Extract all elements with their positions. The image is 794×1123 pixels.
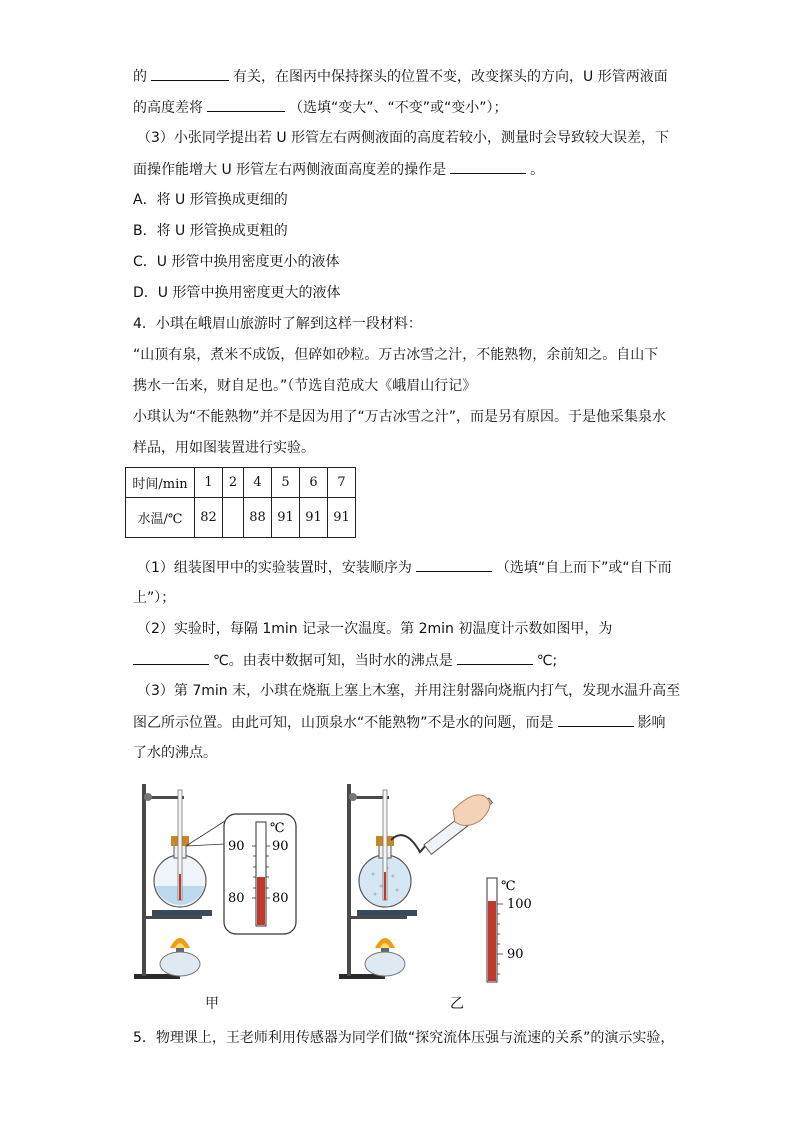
sub-question-2-cont [133,650,557,671]
table-cell[interactable] [223,498,244,538]
quote-line-1: “山顶有泉，煮米不成饭，但碎如砂粒。万古冰雪之汁，不能熟物，余前知之。自山下 [133,347,659,363]
unit-label: ℃ [270,821,285,836]
wire-gauze [152,910,212,916]
text: （2）实验时，每隔 1min 记录一次温度。第 2min 初温度计示数如图甲，为 [137,621,613,637]
question-4-title: 4．小琪在峨眉山旅游时了解到这样一段材料： [133,316,422,332]
table-cell: 91 [328,498,356,538]
table-header-cell: 水温/℃ [126,498,195,538]
table-cell: 6 [300,468,328,498]
text: 面操作能增大 U 形管左右两侧液面高度差的操作是 [133,162,447,178]
scale-ticks [497,904,503,974]
text: ℃; [536,653,558,669]
clamp-knob [349,793,357,801]
question-5-title: 5．物理课上，王老师利用传感器为同学们做“探究流体压强与流速的关系”的演示实验， [133,1030,675,1046]
text: 图乙所示位置。由此可知，山顶泉水“不能熟物”不是水的问题，而是 [133,715,554,731]
tick-label: 90 [507,947,524,962]
figure-jia-caption: 甲 [205,996,219,1012]
sub-question-3-cont [133,712,666,733]
text: 有关，在图丙中保持探头的位置不变，改变探头的方向，U 形管两液面 [233,69,668,85]
table-header-cell: 时间/min [126,468,195,498]
table-cell: 4 [244,468,272,498]
callout-line [186,821,225,846]
rubber-tube [391,835,427,852]
unit-label: ℃ [501,879,516,894]
hand-icon [453,795,490,826]
stand-rod [347,784,351,976]
callout-line [186,844,225,846]
tick-label: 90 [228,839,245,854]
table-row [126,498,356,538]
alcohol-lamp [160,952,200,976]
text: （选填“变大”、“不变”或“变小”）； [289,100,508,116]
table-cell: 88 [244,498,272,538]
figure-yi-caption: 乙 [450,996,464,1012]
question-3-stem: （3）小张同学提出若 U 形管左右两侧液面的高度若较小，测量时会导致较大误差，下 [137,130,670,146]
option-a[interactable]: A．将 U 形管换成更细的 [133,192,288,208]
figure-jia [130,776,330,986]
figure-yi [335,776,555,986]
answer-blank[interactable] [450,159,526,174]
ring-arm [142,916,202,919]
text: 。 [530,162,545,178]
stand-rod [142,784,146,976]
table-cell: 91 [300,498,328,538]
answer-blank[interactable] [558,712,634,727]
option-d[interactable]: D．U 形管中换用密度更大的液体 [133,285,341,301]
option-b[interactable]: B．将 U 形管换成更粗的 [133,223,288,239]
table-row [126,468,356,498]
tick-label: 100 [507,897,532,912]
sub-question-3: （3）第 7min 末，小琪在烧瓶上塞上木塞，并用注射器向烧瓶内打气，发现水温升高至 [137,683,681,699]
ring-arm [347,916,407,919]
data-table [125,467,356,538]
sub-question-1-cont: 上”）； [133,590,176,606]
clamp-knob [144,793,152,801]
sub-question-3-end: 了水的沸点。 [133,745,217,761]
table-cell: 7 [328,468,356,498]
text-line-4 [133,159,544,180]
text: 的 [133,69,147,85]
table-cell: 82 [195,498,223,538]
tick-label: 80 [272,891,289,906]
text: 影响 [637,715,666,731]
paragraph-line-2: 样品，用如图装置进行实验。 [133,440,315,456]
answer-blank[interactable] [457,650,533,665]
thermometer-liquid [179,874,181,900]
text: （1）组装图甲中的实验装置时，安装顺序为 [137,560,412,576]
text-line-1 [133,66,668,87]
scale-thermometer-liquid [488,901,496,981]
wire-gauze [357,910,417,916]
sub-question-2 [137,619,612,639]
option-c[interactable]: C．U 形管中换用密度更小的液体 [133,254,340,270]
text: ℃。由表中数据可知，当时水的沸点是 [213,653,453,669]
table-cell: 5 [272,468,300,498]
table-cell: 2 [223,468,244,498]
tick-label: 90 [272,839,289,854]
thermometer-liquid [384,872,386,900]
text: （选填“自上而下”或“自下而 [495,560,672,576]
table-cell: 1 [195,468,223,498]
answer-blank[interactable] [151,66,229,81]
magnified-thermometer-liquid [257,877,265,925]
answer-blank[interactable] [207,97,285,112]
quote-line-2: 携水一缶来，财自足也。”（节选自范成大《峨眉山行记》 [133,378,477,394]
text: 的高度差将 [133,100,203,116]
text-line-2 [133,97,508,118]
answer-blank[interactable] [133,650,209,665]
paragraph-line-1: 小琪认为“不能熟物”并不是因为用了“万古冰雪之汁”，而是另有原因。于是他采集泉水 [133,409,667,425]
tick-label: 80 [228,891,245,906]
answer-blank[interactable] [416,557,492,572]
sub-question-1 [137,557,672,578]
alcohol-lamp [365,952,405,976]
table-cell: 91 [272,498,300,538]
